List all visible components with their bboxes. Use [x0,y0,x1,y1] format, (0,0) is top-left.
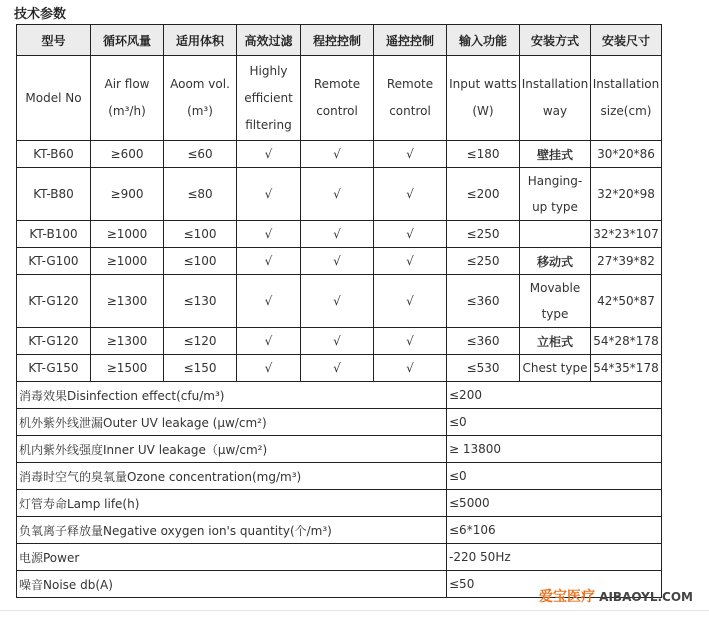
header-en-line: (m³) [187,104,213,118]
table-row [17,221,662,248]
check-mark: √ [301,355,374,382]
install-way-cell: 移动式 [520,248,591,275]
header-en-line: control [316,104,358,118]
header-en-line: (W) [472,104,494,118]
header-en-line: Installation [592,77,660,91]
check-mark: √ [374,248,447,275]
model-cell: KT-B100 [17,221,91,248]
header-en-line: (m³/h) [108,104,146,118]
vol-cell: ≤130 [164,275,237,328]
install-way-line: Hanging- [527,174,583,188]
spec-value: ≥ 13800 [447,436,662,463]
model-cell: KT-B80 [17,168,91,221]
model-cell: KT-G120 [17,275,91,328]
check-mark: √ [301,275,374,328]
install-way-cell: 壁挂式 [520,141,591,168]
check-mark: √ [237,355,301,382]
watts-cell: ≤250 [447,221,520,248]
logo-cn: 爱宝医疗 [539,589,595,605]
spec-label: 噪音Noise db(A) [17,571,447,598]
table-row [17,328,662,355]
check-mark: √ [301,221,374,248]
watts-cell: ≤250 [447,248,520,275]
header-en-line: Installation [521,77,589,91]
table-row [17,141,662,168]
flow-cell: ≥1500 [91,355,164,382]
size-cell: 54*35*178 [591,355,662,382]
check-mark: √ [374,328,447,355]
table-row [17,275,662,328]
header-en [164,56,237,141]
header-en-line: control [389,104,431,118]
install-way-line: up type [532,200,578,214]
spec-value: ≤6*106 [447,517,662,544]
watts-cell: ≤360 [447,275,520,328]
logo-en: AIBAOYL.COM [595,590,693,604]
check-mark: √ [374,141,447,168]
install-way-cell [520,168,591,221]
header-cn: 适用体积 [164,25,237,56]
spec-label: 消毒效果Disinfection effect(cfu/m³) [17,382,447,409]
size-cell: 32*23*107 [591,221,662,248]
table-row [17,168,662,221]
header-en [447,56,520,141]
watts-cell: ≤530 [447,355,520,382]
header-en [17,56,91,141]
check-mark: √ [374,275,447,328]
flow-cell: ≥1000 [91,248,164,275]
header-en-line: Remote [313,77,361,91]
header-en-line: Highly [249,63,288,78]
install-way-line: Movable [529,281,581,295]
spec-row [17,382,662,409]
spec-value: ≤0 [447,409,662,436]
header-en [591,56,662,141]
vol-cell: ≤60 [164,141,237,168]
check-mark: √ [237,221,301,248]
header-cn: 程控控制 [301,25,374,56]
check-mark: √ [237,275,301,328]
spec-label: 灯管寿命Lamp life(h) [17,490,447,517]
header-cn: 安装尺寸 [591,25,662,56]
table-row [17,355,662,382]
spec-label: 负氧离子释放量Negative oxygen ion's quantity(个/m³) [17,517,447,544]
vol-cell: ≤80 [164,168,237,221]
size-cell: 32*20*98 [591,168,662,221]
flow-cell: ≥1000 [91,221,164,248]
header-en-line: Air flow [104,77,150,91]
check-mark: √ [301,141,374,168]
header-cn: 循环风量 [91,25,164,56]
install-way-cell [520,221,591,248]
header-cn: 输入功能 [447,25,520,56]
check-mark: √ [237,168,301,221]
spec-row [17,409,662,436]
vol-cell: ≤100 [164,221,237,248]
spec-row [17,436,662,463]
install-way-cell: Chest type [520,355,591,382]
check-mark: √ [374,221,447,248]
header-cn: 高效过滤 [237,25,301,56]
check-mark: √ [301,248,374,275]
spec-label: 机内紫外线强度Inner UV leakage（μw/cm²) [17,436,447,463]
watts-cell: ≤200 [447,168,520,221]
flow-cell: ≥600 [91,141,164,168]
size-cell: 27*39*82 [591,248,662,275]
check-mark: √ [374,168,447,221]
header-en [374,56,447,141]
header-en [91,56,164,141]
section-title: 技术参数 [14,7,67,22]
install-way-line: type [541,307,569,321]
header-en-line: size(cm) [600,104,652,118]
header-en-line: Aoom vol. [170,77,230,91]
check-mark: √ [301,328,374,355]
model-cell: KT-B60 [17,141,91,168]
flow-cell: ≥900 [91,168,164,221]
header-en-line: Input watts [449,77,517,91]
spec-row [17,463,662,490]
spec-row [17,544,662,571]
spec-label: 消毒时空气的臭氧量Ozone concentration(mg/m³) [17,463,447,490]
check-mark: √ [301,168,374,221]
table-row [17,248,662,275]
watermark-logo [539,586,693,606]
watts-cell: ≤360 [447,328,520,355]
header-en-line: Model No [25,90,82,105]
vol-cell: ≤150 [164,355,237,382]
flow-cell: ≥1300 [91,275,164,328]
size-cell: 54*28*178 [591,328,662,355]
size-cell: 30*20*86 [591,141,662,168]
spec-value: -220 50Hz [447,544,662,571]
header-en-line: way [542,104,568,118]
check-mark: √ [237,328,301,355]
model-cell: KT-G120 [17,328,91,355]
spec-row [17,490,662,517]
header-cn: 遥控控制 [374,25,447,56]
install-way-cell: 立柜式 [520,328,591,355]
spec-value: ≤5000 [447,490,662,517]
vol-cell: ≤120 [164,328,237,355]
spec-value: ≤0 [447,463,662,490]
check-mark: √ [237,141,301,168]
header-en-line: efficient [244,90,293,105]
flow-cell: ≥1300 [91,328,164,355]
spec-label: 电源Power [17,544,447,571]
check-mark: √ [237,248,301,275]
spec-value: ≤200 [447,382,662,409]
header-row-cn [17,25,662,56]
divider [0,610,709,611]
model-cell: KT-G100 [17,248,91,275]
spec-value: ≤50 [447,571,662,598]
header-cn: 型号 [17,25,91,56]
vol-cell: ≤100 [164,248,237,275]
size-cell: 42*50*87 [591,275,662,328]
header-cn: 安装方式 [520,25,591,56]
header-en-line: Remote [386,77,434,91]
spec-label: 机外紫外线泄漏Outer UV leakage (μw/cm²) [17,409,447,436]
header-en [301,56,374,141]
watts-cell: ≤180 [447,141,520,168]
header-en-line: filtering [245,117,292,132]
install-way-cell [520,275,591,328]
check-mark: √ [374,355,447,382]
spec-row [17,517,662,544]
header-en [520,56,591,141]
header-row-en [17,56,662,141]
spec-table [16,24,662,598]
header-en [237,56,301,141]
model-cell: KT-G150 [17,355,91,382]
